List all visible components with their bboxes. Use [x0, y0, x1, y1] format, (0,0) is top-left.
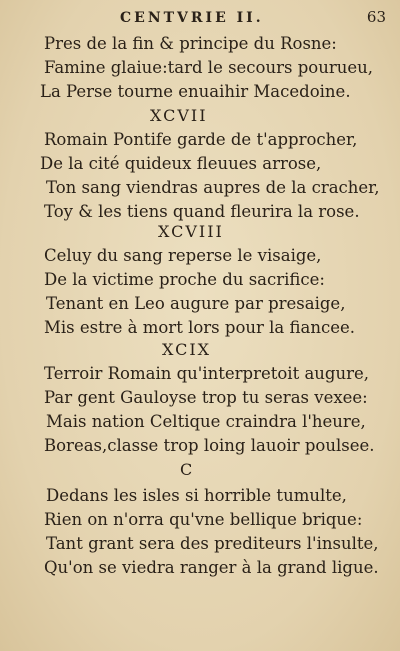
verse-line: Rien on n'orra qu'vne bellique brique: — [44, 510, 363, 529]
verse-line: Pres de la fin & principe du Rosne: — [44, 34, 337, 53]
verse-line: De la cité quideux fleuues arrose, — [40, 154, 322, 173]
verse-line: Terroir Romain qu'interpretoit augure, — [44, 364, 369, 383]
verse-line: Dedans les isles si horrible tumulte, — [46, 486, 347, 505]
page-number: 63 — [366, 8, 386, 26]
verse-line: Mais nation Celtique craindra l'heure, — [46, 412, 366, 431]
verse-line: Mis estre à mort lors pour la fiancee. — [44, 318, 355, 337]
verse-line: Boreas,classe trop loing lauoir poulsee. — [44, 436, 375, 455]
verse-line: Famine glaiue:tard le secours pourueu, — [44, 58, 373, 77]
verse-line: Toy & les tiens quand fleurira la rose. — [44, 202, 360, 221]
quatrain-number: XCVII — [150, 106, 208, 125]
verse-line: Tenant en Leo augure par presaige, — [46, 294, 346, 313]
page-header — [0, 6, 400, 32]
quatrain-number: C — [180, 460, 195, 479]
verse-line: Romain Pontife garde de t'approcher, — [44, 130, 358, 149]
verse-line: De la victime proche du sacrifice: — [44, 270, 325, 289]
verse-line: Par gent Gauloyse trop tu seras vexee: — [44, 388, 368, 407]
verse-line: Ton sang viendras aupres de la cracher, — [46, 178, 380, 197]
quatrain-number: XCIX — [162, 340, 212, 359]
verse-line: Tant grant sera des prediteurs l'insulte, — [46, 534, 379, 553]
verse-line: Celuy du sang reperse le visaige, — [44, 246, 322, 265]
running-head: CENTVRIE II. — [120, 10, 264, 26]
quatrain-number: XCVIII — [158, 222, 224, 241]
verse-line: La Perse tourne enuaihir Macedoine. — [40, 82, 351, 101]
verse-line: Qu'on se viedra ranger à la grand ligue. — [44, 558, 379, 577]
